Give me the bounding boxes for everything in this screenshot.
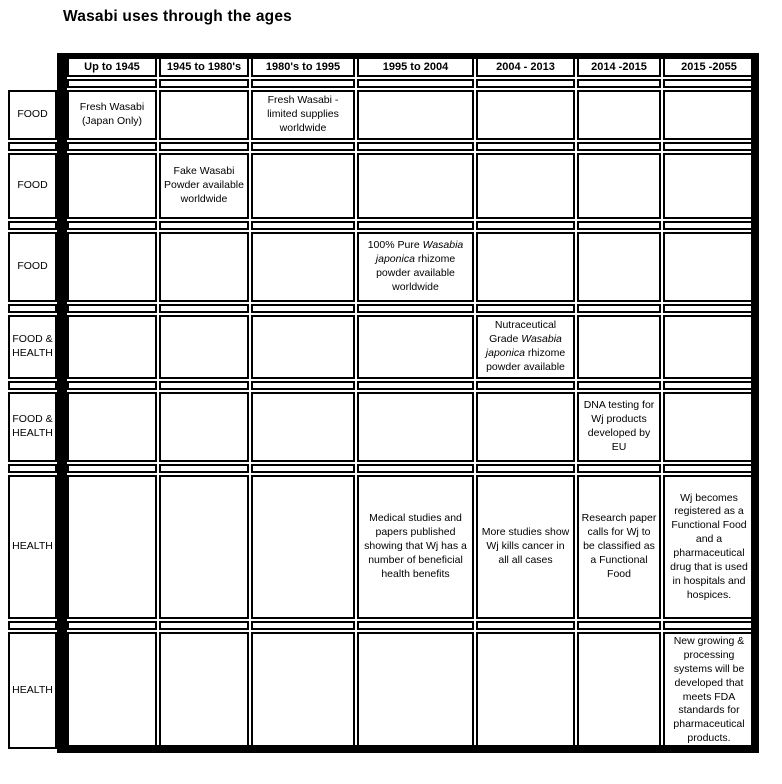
spacer-cell (251, 79, 355, 88)
spacer-cell (159, 464, 249, 473)
row-label-cell: FOOD & HEALTH (8, 315, 57, 379)
data-cell (357, 90, 474, 140)
data-cell (476, 90, 575, 140)
cell-text-suffix: rhizome powder available (486, 347, 566, 373)
data-cell (357, 232, 474, 302)
spacer-cell (577, 79, 661, 88)
spacer-cell (476, 79, 575, 88)
row-label-cell: FOOD (8, 232, 57, 302)
table-wrapper (8, 57, 755, 749)
data-cell (476, 632, 575, 749)
data-cell (251, 153, 355, 219)
data-cell (159, 475, 249, 619)
data-cell (159, 90, 249, 140)
spacer-cell (8, 304, 57, 313)
spacer-cell (577, 381, 661, 390)
data-cell (577, 232, 661, 302)
data-cell (577, 475, 661, 619)
column-header-cell: Up to 1945 (67, 57, 157, 77)
data-cell (476, 153, 575, 219)
spacer-cell (8, 381, 57, 390)
spacer-cell (67, 381, 157, 390)
column-header-cell: 1980's to 1995 (251, 57, 355, 77)
spacer-cell (251, 464, 355, 473)
data-cell (251, 392, 355, 462)
data-cell (159, 153, 249, 219)
data-cell (159, 232, 249, 302)
spacer-cell (8, 221, 57, 230)
data-cell (577, 392, 661, 462)
data-cell (251, 315, 355, 379)
spacer-cell (67, 142, 157, 151)
column-header-cell: 1995 to 2004 (357, 57, 474, 77)
column-header-cell: 2014 -2015 (577, 57, 661, 77)
spacer-cell (577, 221, 661, 230)
data-cell (476, 392, 575, 462)
data-cell (476, 475, 575, 619)
spacer-cell (251, 304, 355, 313)
cell-text: More studies show Wj kills cancer in all all cases (481, 526, 570, 566)
spacer-cell (357, 621, 474, 630)
spacer-cell (663, 621, 755, 630)
spacer-cell (663, 464, 755, 473)
data-cell (67, 90, 157, 140)
empty-slot (8, 79, 57, 88)
data-cell (577, 90, 661, 140)
data-cell (476, 315, 575, 379)
data-cell (251, 632, 355, 749)
thick-border-top (57, 53, 759, 59)
spacer-cell (577, 304, 661, 313)
data-cell (577, 315, 661, 379)
spacer-cell (476, 221, 575, 230)
data-cell (67, 632, 157, 749)
cell-text: Medical studies and papers published showing that Wj has a number of beneficial health benefits (364, 512, 467, 580)
spacer-cell (67, 79, 157, 88)
data-cell (159, 315, 249, 379)
spacer-cell (251, 621, 355, 630)
spacer-cell (577, 464, 661, 473)
spacer-cell (8, 464, 57, 473)
spacer-cell (159, 142, 249, 151)
page-title: Wasabi uses through the ages (63, 8, 292, 25)
data-cell (159, 632, 249, 749)
cell-text: Fake Wasabi Powder available worldwide (164, 165, 244, 205)
data-cell (577, 632, 661, 749)
spacer-cell (663, 304, 755, 313)
spacer-cell (159, 304, 249, 313)
spacer-cell (357, 304, 474, 313)
row-label-cell: HEALTH (8, 632, 57, 749)
spacer-cell (357, 464, 474, 473)
data-cell (67, 315, 157, 379)
data-cell (663, 90, 755, 140)
spacer-cell (251, 381, 355, 390)
data-cell (663, 392, 755, 462)
spacer-cell (663, 221, 755, 230)
spacer-cell (357, 221, 474, 230)
row-label-cell: FOOD & HEALTH (8, 392, 57, 462)
cell-text-italic: Wasabia japonica (485, 333, 562, 359)
cell-text-prefix: 100% Pure (367, 239, 423, 252)
column-header-cell: 2004 - 2013 (476, 57, 575, 77)
spacer-cell (159, 79, 249, 88)
data-cell (577, 153, 661, 219)
cell-text-prefix: Nutraceutical Grade (489, 319, 557, 346)
spacer-cell (8, 142, 57, 151)
cell-text: New growing & processing systems will be developed that meets FDA standards for pharmaceutical products. (673, 635, 745, 745)
data-cell (663, 632, 755, 749)
empty-slot (8, 57, 57, 77)
data-cell (357, 475, 474, 619)
spacer-cell (357, 142, 474, 151)
data-cell (251, 232, 355, 302)
data-cell (357, 315, 474, 379)
data-cell (159, 392, 249, 462)
spacer-cell (67, 221, 157, 230)
spacer-cell (577, 142, 661, 151)
spacer-cell (476, 464, 575, 473)
cell-text (480, 319, 571, 374)
data-cell (663, 475, 755, 619)
cell-text-italic: Wasabia japonica (375, 239, 464, 266)
row-label-cell: FOOD (8, 90, 57, 140)
data-cell (476, 232, 575, 302)
spacer-cell (251, 142, 355, 151)
spacer-cell (577, 621, 661, 630)
data-cell (357, 153, 474, 219)
spacer-cell (159, 221, 249, 230)
spacer-cell (357, 79, 474, 88)
cell-text: Fresh Wasabi - limited supplies worldwide (267, 94, 339, 134)
uses-table (8, 57, 755, 749)
spacer-cell (476, 621, 575, 630)
data-cell (357, 392, 474, 462)
data-cell (67, 153, 157, 219)
cell-text: DNA testing for Wj products developed by EU (583, 399, 655, 453)
spacer-cell (476, 381, 575, 390)
data-cell (357, 632, 474, 749)
data-cell (663, 232, 755, 302)
data-cell (67, 232, 157, 302)
cell-text: Wj becomes registered as a Functional Food and a pharmaceutical drug that is used in hospitals and hospices. (670, 491, 748, 601)
spacer-cell (476, 304, 575, 313)
data-cell (663, 153, 755, 219)
data-cell (67, 475, 157, 619)
data-cell (251, 90, 355, 140)
thick-border-right (751, 53, 759, 753)
data-cell (67, 392, 157, 462)
spacer-cell (663, 142, 755, 151)
spacer-cell (251, 221, 355, 230)
cell-text: Fresh Wasabi (Japan Only) (79, 101, 145, 127)
column-header-cell: 1945 to 1980's (159, 57, 249, 77)
thick-border-bottom (57, 745, 759, 753)
spacer-cell (357, 381, 474, 390)
data-cell (663, 315, 755, 379)
cell-text (361, 239, 470, 294)
spacer-cell (663, 381, 755, 390)
row-label-cell: HEALTH (8, 475, 57, 619)
spacer-cell (67, 304, 157, 313)
spacer-cell (8, 621, 57, 630)
cell-text: Research paper calls for Wj to be classified as a Functional Food (581, 512, 657, 580)
spacer-cell (159, 621, 249, 630)
spacer-cell (663, 79, 755, 88)
thick-border-divider (57, 53, 67, 753)
spacer-cell (67, 464, 157, 473)
row-label-cell: FOOD (8, 153, 57, 219)
spacer-cell (159, 381, 249, 390)
column-header-cell: 2015 -2055 (663, 57, 755, 77)
cell-text-suffix: rhizome powder available worldwide (376, 253, 456, 293)
spacer-cell (476, 142, 575, 151)
data-cell (251, 475, 355, 619)
spacer-cell (67, 621, 157, 630)
